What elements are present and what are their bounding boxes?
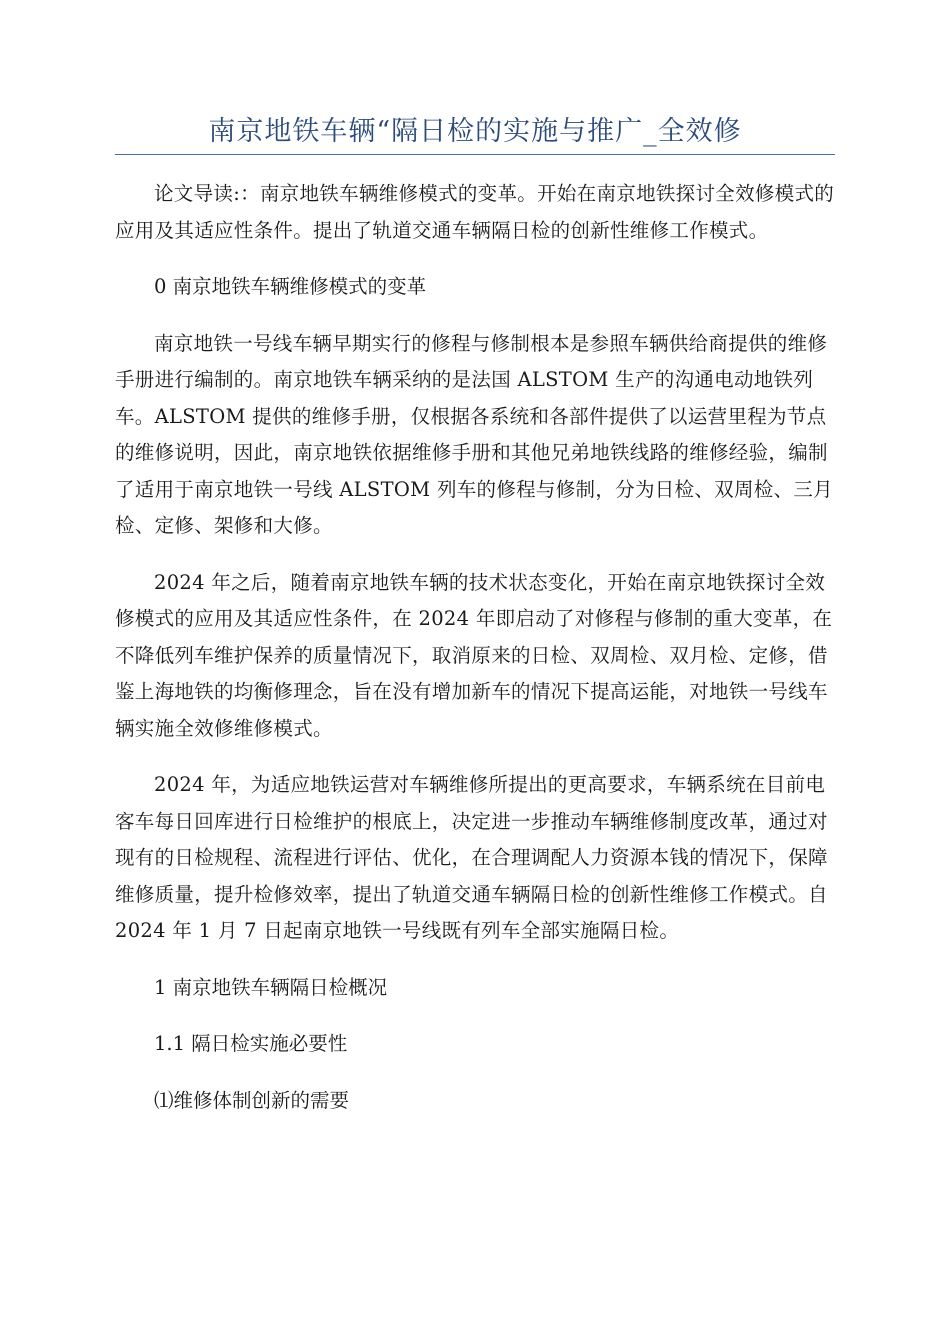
title-underline <box>115 154 835 155</box>
body-paragraph: 2024 年之后，随着南京地铁车辆的技术状态变化，开始在南京地铁探讨全效修模式的应用及其适应性条件，在 2024 年即启动了对修程与修制的重大变革，在不降低列车维护保养的质量情况下，取消原来的日检、双周检、双月检、定修，借鉴上海地铁的均衡修理念，旨在没有增加新车的情况下提高运能，对地铁一号线车辆实施全效修维修模式。 <box>115 570 833 740</box>
abstract-paragraph: 论文导读:：南京地铁车辆维修模式的变革。开始在南京地铁探讨全效修模式的应用及其适应性条件。提出了轨道交通车辆隔日检的创新性维修工作模式。 <box>115 182 835 242</box>
body-paragraph: 2024 年，为适应地铁运营对车辆维修所提出的更高要求，车辆系统在目前电客车每日回库进行日检维护的根底上，决定进一步推动车辆维修制度改革，通过对现有的日检规程、流程进行评估、优化，在合理调配人力资源本钱的情况下，保障维修质量，提升检修效率，提出了轨道交通车辆隔日检的创新性维修工作模式。自 2024 年 1 月 7 日起南京地铁一号线既有列车全部实施隔日检。 <box>115 773 828 942</box>
section-heading: 0 南京地铁车辆维修模式的变革 <box>154 275 427 298</box>
document-body <box>115 176 835 1139</box>
subsection-heading: 1.1 隔日检实施必要性 <box>154 1032 348 1055</box>
section-heading: 1 南京地铁车辆隔日检概况 <box>154 975 388 999</box>
body-paragraph: 南京地铁一号线车辆早期实行的修程与修制根本是参照车辆供给商提供的维修手册进行编制的。南京地铁车辆采纳的是法国 ALSTOM 生产的沟通电动地铁列车。ALSTOM 提供的维修手册，仅根据各系统和各部件提供了以运营里程为节点的维修说明，因此，南京地铁依据维修手册和其他兄弟地铁线路的维修经验，编制了适用于南京地铁一号线 ALSTOM 列车的修程与修制，分为日检、双周检、三月检、定修、架修和大修。 <box>115 331 833 537</box>
document-title: 南京地铁车辆“隔日检的实施与推广_全效修 <box>208 116 742 147</box>
list-heading: ⑴维修体制创新的需要 <box>154 1088 350 1112</box>
